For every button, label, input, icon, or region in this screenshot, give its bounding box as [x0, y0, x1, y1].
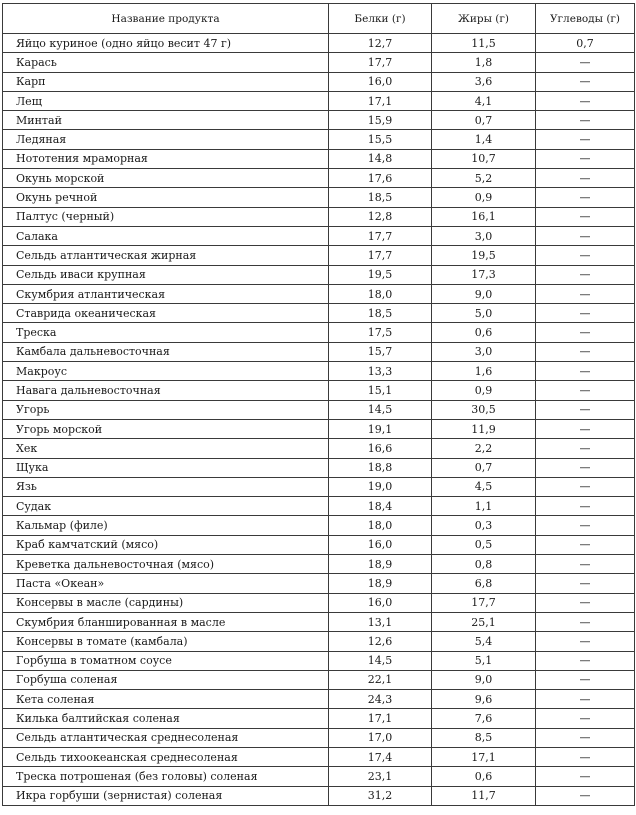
protein-cell: 13,1 [329, 612, 432, 631]
product-name-cell: Кета соленая [3, 690, 329, 709]
nutrition-table [2, 3, 635, 806]
protein-cell: 18,8 [329, 458, 432, 477]
table-row [3, 516, 635, 535]
product-name-cell: Консервы в томате (камбала) [3, 632, 329, 651]
carbs-cell: — [536, 574, 635, 593]
protein-cell: 17,5 [329, 323, 432, 342]
carbs-cell: — [536, 226, 635, 245]
fat-cell: 1,1 [432, 497, 536, 516]
product-name-cell: Угорь [3, 400, 329, 419]
carbs-cell: — [536, 612, 635, 631]
fat-cell: 6,8 [432, 574, 536, 593]
product-name-cell: Минтай [3, 111, 329, 130]
carbs-cell: — [536, 439, 635, 458]
product-name-cell: Сельдь атлантическая среднесоленая [3, 728, 329, 747]
table-row [3, 304, 635, 323]
fat-cell: 5,2 [432, 169, 536, 188]
fat-cell: 1,8 [432, 53, 536, 72]
table-row [3, 188, 635, 207]
product-name-cell: Скумбрия бланшированная в масле [3, 612, 329, 631]
protein-cell: 22,1 [329, 670, 432, 689]
carbs-cell: — [536, 728, 635, 747]
protein-cell: 17,7 [329, 246, 432, 265]
product-name-cell: Нототения мраморная [3, 149, 329, 168]
carbs-cell: — [536, 632, 635, 651]
protein-cell: 18,0 [329, 284, 432, 303]
protein-cell: 15,1 [329, 381, 432, 400]
carbs-cell: — [536, 709, 635, 728]
protein-cell: 24,3 [329, 690, 432, 709]
protein-cell: 16,6 [329, 439, 432, 458]
fat-cell: 0,3 [432, 516, 536, 535]
product-name-cell: Консервы в масле (сардины) [3, 593, 329, 612]
carbs-cell: — [536, 477, 635, 496]
fat-cell: 10,7 [432, 149, 536, 168]
carbs-cell: — [536, 400, 635, 419]
table-row [3, 439, 635, 458]
table-row [3, 342, 635, 361]
product-name-cell: Кальмар (филе) [3, 516, 329, 535]
table-row [3, 593, 635, 612]
table-row [3, 458, 635, 477]
fat-cell: 9,0 [432, 670, 536, 689]
product-name-cell: Креветка дальневосточная (мясо) [3, 555, 329, 574]
table-row [3, 381, 635, 400]
fat-cell: 17,7 [432, 593, 536, 612]
table-row [3, 362, 635, 381]
table-row [3, 632, 635, 651]
table-row [3, 284, 635, 303]
product-name-cell: Язь [3, 477, 329, 496]
fat-cell: 0,7 [432, 458, 536, 477]
product-name-cell: Окунь речной [3, 188, 329, 207]
fat-cell: 5,1 [432, 651, 536, 670]
table-row [3, 728, 635, 747]
carbs-cell: — [536, 381, 635, 400]
fat-cell: 3,6 [432, 72, 536, 91]
fat-cell: 5,4 [432, 632, 536, 651]
fat-cell: 2,2 [432, 439, 536, 458]
fat-cell: 17,3 [432, 265, 536, 284]
table-row [3, 265, 635, 284]
fat-cell: 9,0 [432, 284, 536, 303]
protein-cell: 14,5 [329, 400, 432, 419]
protein-cell: 16,0 [329, 72, 432, 91]
product-name-cell: Хек [3, 439, 329, 458]
protein-cell: 23,1 [329, 767, 432, 786]
carbs-cell: — [536, 555, 635, 574]
fat-cell: 4,5 [432, 477, 536, 496]
header-carbs: Углеводы (г) [536, 4, 635, 34]
protein-cell: 18,4 [329, 497, 432, 516]
fat-cell: 0,5 [432, 535, 536, 554]
carbs-cell: — [536, 130, 635, 149]
table-row [3, 53, 635, 72]
fat-cell: 16,1 [432, 207, 536, 226]
fat-cell: 0,9 [432, 381, 536, 400]
fat-cell: 3,0 [432, 226, 536, 245]
protein-cell: 14,8 [329, 149, 432, 168]
carbs-cell: — [536, 246, 635, 265]
protein-cell: 18,9 [329, 555, 432, 574]
table-row [3, 207, 635, 226]
protein-cell: 19,5 [329, 265, 432, 284]
product-name-cell: Окунь морской [3, 169, 329, 188]
product-name-cell: Камбала дальневосточная [3, 342, 329, 361]
table-row [3, 130, 635, 149]
fat-cell: 19,5 [432, 246, 536, 265]
fat-cell: 11,9 [432, 419, 536, 438]
carbs-cell: — [536, 304, 635, 323]
fat-cell: 0,6 [432, 767, 536, 786]
protein-cell: 16,0 [329, 593, 432, 612]
product-name-cell: Сельдь атлантическая жирная [3, 246, 329, 265]
protein-cell: 14,5 [329, 651, 432, 670]
product-name-cell: Ледяная [3, 130, 329, 149]
carbs-cell: — [536, 535, 635, 554]
protein-cell: 17,4 [329, 747, 432, 766]
table-row [3, 555, 635, 574]
product-name-cell: Краб камчатский (мясо) [3, 535, 329, 554]
product-name-cell: Щука [3, 458, 329, 477]
product-name-cell: Сельдь тихоокеанская среднесоленая [3, 747, 329, 766]
table-row [3, 612, 635, 631]
protein-cell: 15,9 [329, 111, 432, 130]
fat-cell: 25,1 [432, 612, 536, 631]
fat-cell: 0,6 [432, 323, 536, 342]
table-row [3, 767, 635, 786]
table-row [3, 786, 635, 805]
fat-cell: 11,7 [432, 786, 536, 805]
protein-cell: 16,0 [329, 535, 432, 554]
carbs-cell: — [536, 111, 635, 130]
carbs-cell: — [536, 419, 635, 438]
carbs-cell: — [536, 91, 635, 110]
product-name-cell: Угорь морской [3, 419, 329, 438]
product-name-cell: Треска [3, 323, 329, 342]
carbs-cell: — [536, 323, 635, 342]
table-row [3, 709, 635, 728]
table-row [3, 690, 635, 709]
fat-cell: 9,6 [432, 690, 536, 709]
carbs-cell: — [536, 169, 635, 188]
protein-cell: 19,0 [329, 477, 432, 496]
product-name-cell: Скумбрия атлантическая [3, 284, 329, 303]
protein-cell: 17,1 [329, 91, 432, 110]
table-row [3, 246, 635, 265]
carbs-cell: — [536, 53, 635, 72]
table-row [3, 574, 635, 593]
product-name-cell: Треска потрошеная (без головы) соленая [3, 767, 329, 786]
carbs-cell: — [536, 362, 635, 381]
table-row [3, 323, 635, 342]
table-row [3, 477, 635, 496]
table-header-row [3, 4, 635, 34]
carbs-cell: — [536, 593, 635, 612]
carbs-cell: — [536, 72, 635, 91]
carbs-cell: — [536, 497, 635, 516]
table-row [3, 419, 635, 438]
header-fat: Жиры (г) [432, 4, 536, 34]
fat-cell: 0,9 [432, 188, 536, 207]
fat-cell: 1,4 [432, 130, 536, 149]
protein-cell: 18,5 [329, 304, 432, 323]
product-name-cell: Навага дальневосточная [3, 381, 329, 400]
carbs-cell: — [536, 786, 635, 805]
table-row [3, 670, 635, 689]
header-product-name: Название продукта [3, 4, 329, 34]
carbs-cell: — [536, 651, 635, 670]
product-name-cell: Икра горбуши (зернистая) соленая [3, 786, 329, 805]
product-name-cell: Палтус (черный) [3, 207, 329, 226]
carbs-cell: — [536, 690, 635, 709]
carbs-cell: — [536, 342, 635, 361]
fat-cell: 4,1 [432, 91, 536, 110]
protein-cell: 31,2 [329, 786, 432, 805]
protein-cell: 19,1 [329, 419, 432, 438]
protein-cell: 12,8 [329, 207, 432, 226]
table-row [3, 400, 635, 419]
protein-cell: 17,0 [329, 728, 432, 747]
carbs-cell: — [536, 284, 635, 303]
protein-cell: 18,5 [329, 188, 432, 207]
fat-cell: 0,7 [432, 111, 536, 130]
table-row [3, 747, 635, 766]
product-name-cell: Килька балтийская соленая [3, 709, 329, 728]
table-row [3, 91, 635, 110]
carbs-cell: — [536, 670, 635, 689]
product-name-cell: Макроус [3, 362, 329, 381]
product-name-cell: Салака [3, 226, 329, 245]
product-name-cell: Карп [3, 72, 329, 91]
carbs-cell: 0,7 [536, 34, 635, 53]
table-row [3, 149, 635, 168]
carbs-cell: — [536, 747, 635, 766]
table-row [3, 34, 635, 53]
product-name-cell: Карась [3, 53, 329, 72]
carbs-cell: — [536, 149, 635, 168]
product-name-cell: Горбуша соленая [3, 670, 329, 689]
fat-cell: 5,0 [432, 304, 536, 323]
product-name-cell: Яйцо куриное (одно яйцо весит 47 г) [3, 34, 329, 53]
protein-cell: 12,6 [329, 632, 432, 651]
table-row [3, 169, 635, 188]
fat-cell: 8,5 [432, 728, 536, 747]
product-name-cell: Паста «Океан» [3, 574, 329, 593]
protein-cell: 17,7 [329, 226, 432, 245]
carbs-cell: — [536, 458, 635, 477]
protein-cell: 17,1 [329, 709, 432, 728]
product-name-cell: Лещ [3, 91, 329, 110]
table-row [3, 72, 635, 91]
table-row [3, 497, 635, 516]
protein-cell: 13,3 [329, 362, 432, 381]
protein-cell: 12,7 [329, 34, 432, 53]
table-row [3, 651, 635, 670]
fat-cell: 30,5 [432, 400, 536, 419]
carbs-cell: — [536, 767, 635, 786]
header-protein: Белки (г) [329, 4, 432, 34]
product-name-cell: Сельдь иваси крупная [3, 265, 329, 284]
fat-cell: 11,5 [432, 34, 536, 53]
protein-cell: 15,5 [329, 130, 432, 149]
table-row [3, 535, 635, 554]
table-row [3, 226, 635, 245]
carbs-cell: — [536, 516, 635, 535]
carbs-cell: — [536, 265, 635, 284]
fat-cell: 3,0 [432, 342, 536, 361]
carbs-cell: — [536, 207, 635, 226]
fat-cell: 1,6 [432, 362, 536, 381]
protein-cell: 17,6 [329, 169, 432, 188]
fat-cell: 17,1 [432, 747, 536, 766]
carbs-cell: — [536, 188, 635, 207]
fat-cell: 7,6 [432, 709, 536, 728]
protein-cell: 18,0 [329, 516, 432, 535]
table-row [3, 111, 635, 130]
fat-cell: 0,8 [432, 555, 536, 574]
product-name-cell: Ставрида океаническая [3, 304, 329, 323]
protein-cell: 15,7 [329, 342, 432, 361]
product-name-cell: Судак [3, 497, 329, 516]
product-name-cell: Горбуша в томатном соусе [3, 651, 329, 670]
protein-cell: 17,7 [329, 53, 432, 72]
protein-cell: 18,9 [329, 574, 432, 593]
